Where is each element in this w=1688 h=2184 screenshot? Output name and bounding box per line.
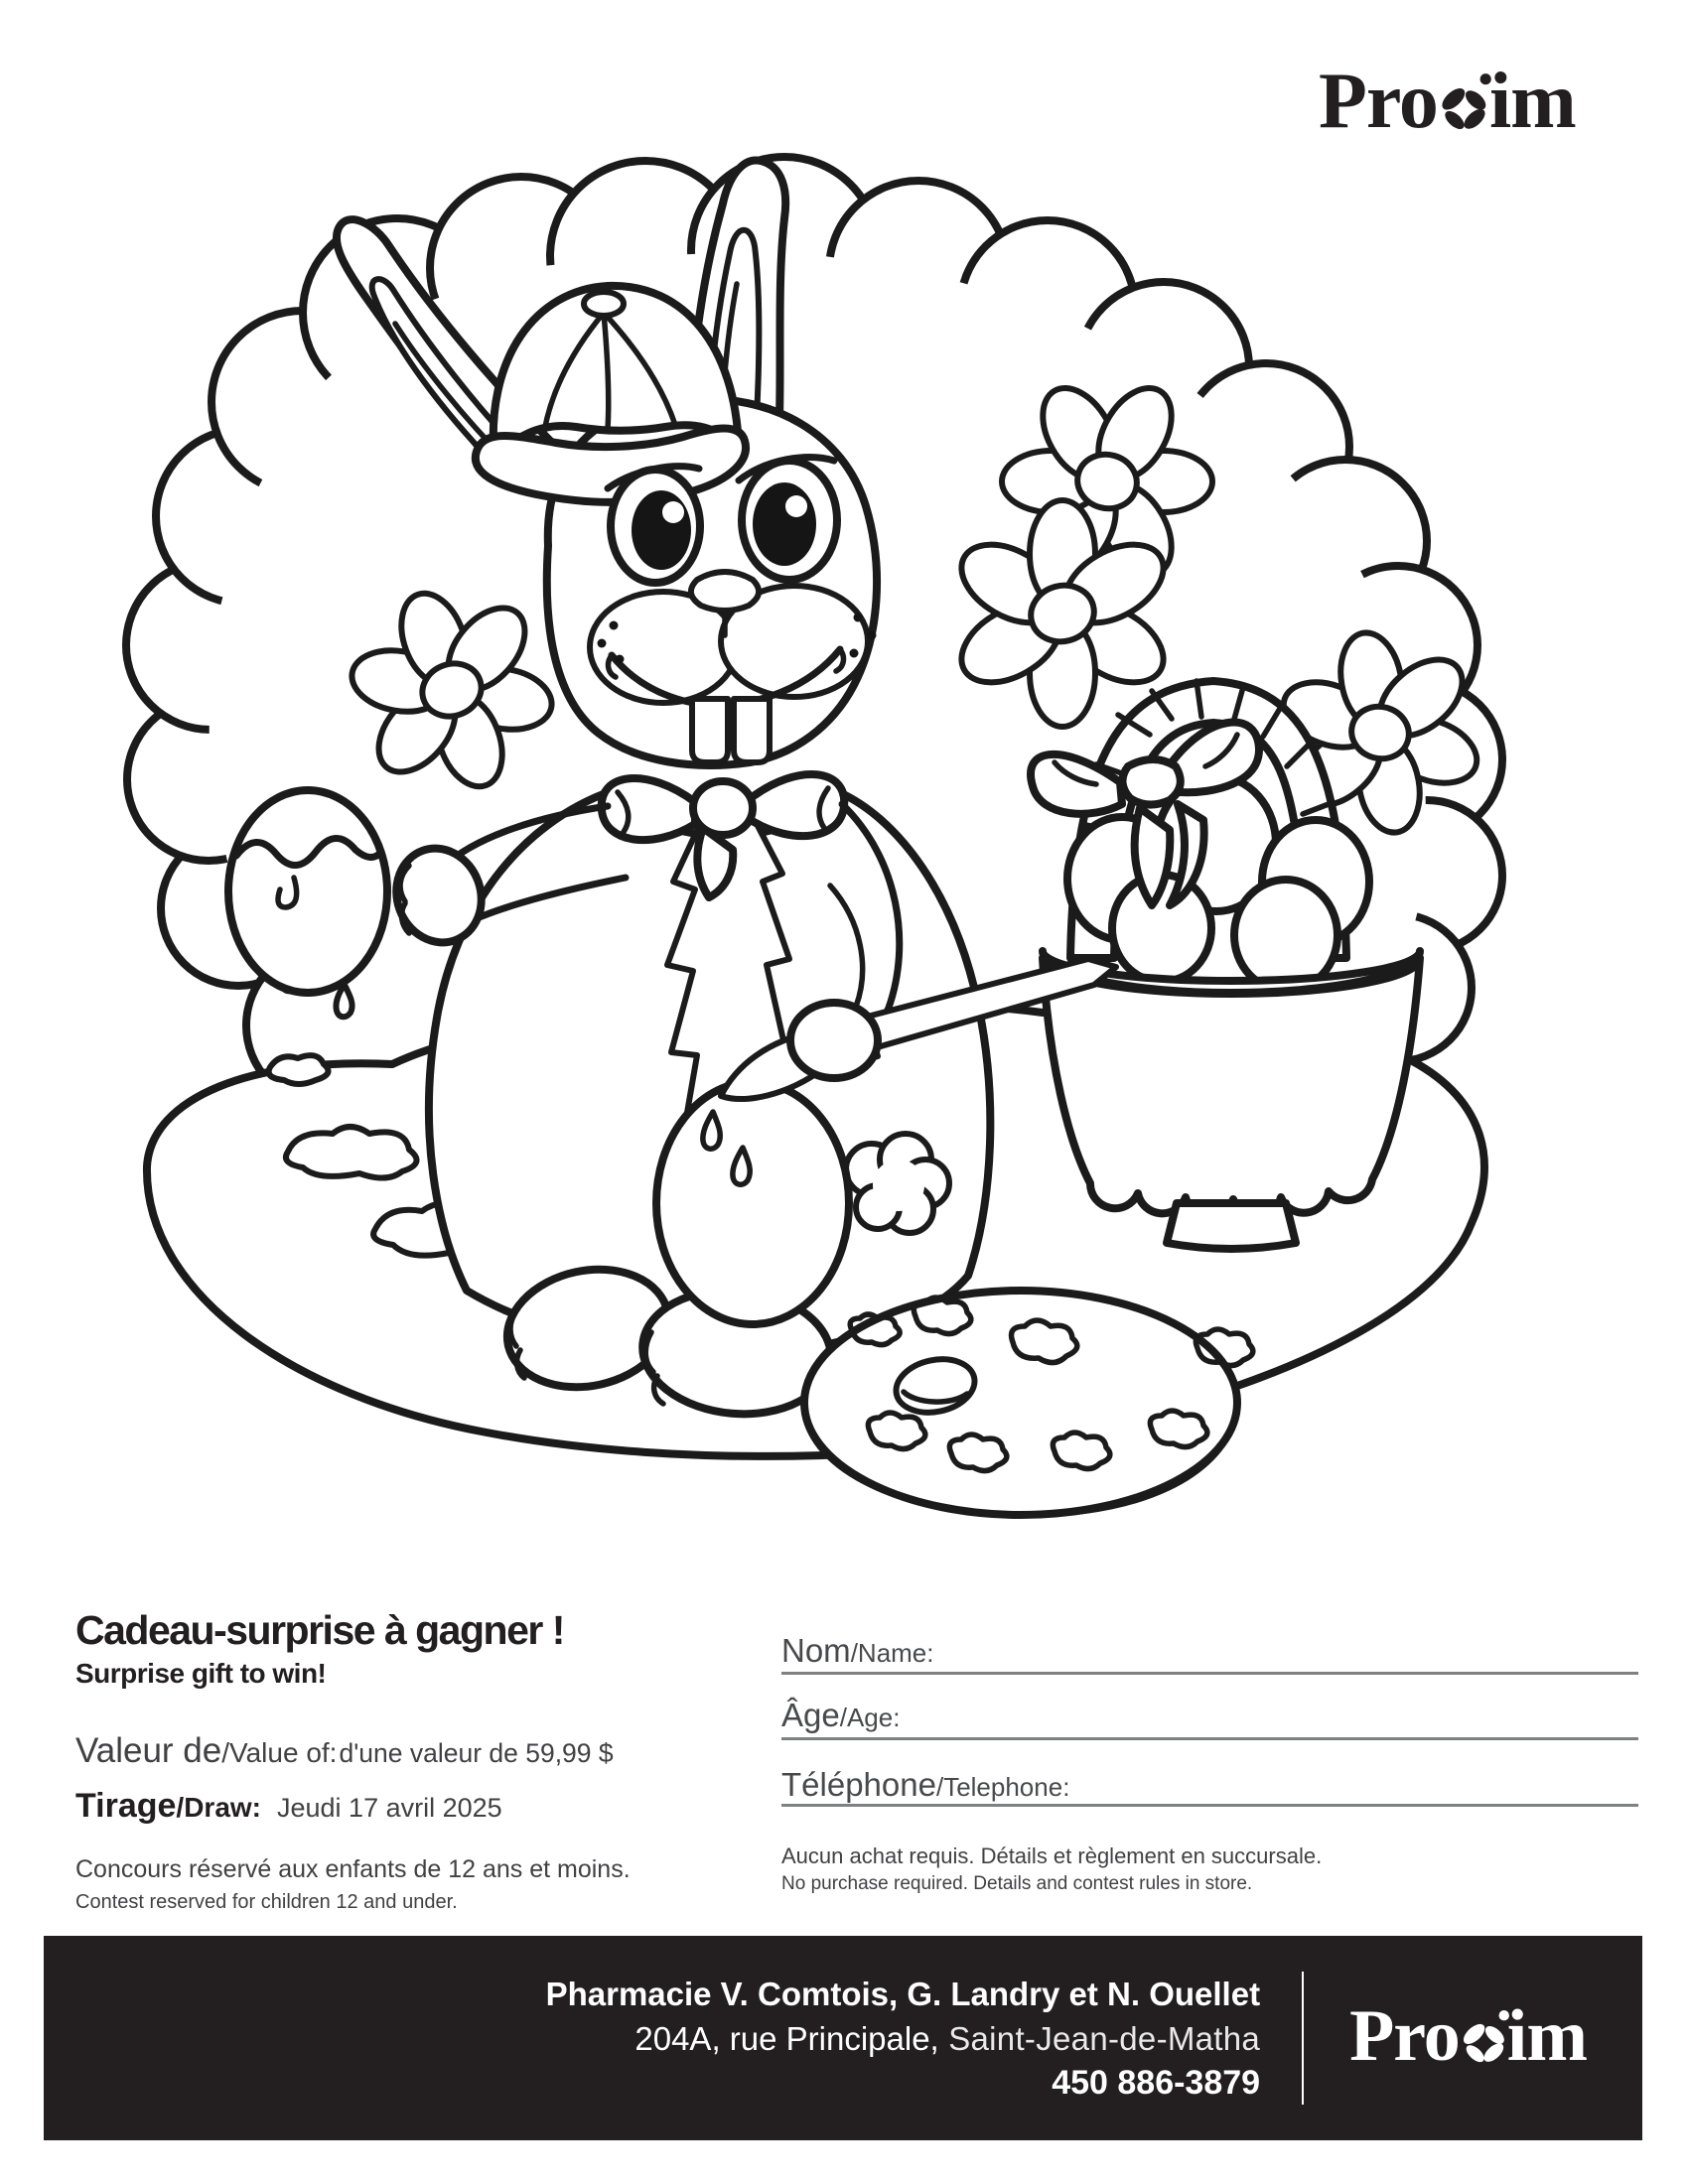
draw-label-en: /Draw: — [176, 1792, 261, 1824]
prize-value-line — [75, 1731, 751, 1771]
name-label-fr: Nom — [781, 1632, 851, 1669]
held-painted-egg — [228, 790, 387, 993]
contest-disclaimer — [781, 1843, 1322, 1896]
proxim-logo-footer — [1349, 1995, 1587, 2077]
basket-bowl — [1043, 958, 1420, 1216]
name-label-en: /Name: — [850, 1638, 934, 1668]
draw-date: Jeudi 17 avril 2025 — [277, 1793, 502, 1824]
footer-bar — [44, 1936, 1642, 2140]
contest-title-fr: Cadeau-surprise à gagner ! — [75, 1607, 564, 1653]
footer-divider — [1302, 1972, 1304, 2105]
proxim-logo-pre: Pro — [1349, 1995, 1460, 2077]
draw-date-line — [75, 1787, 751, 1826]
name-field-line[interactable] — [781, 1672, 1638, 1675]
name-field-label — [781, 1634, 934, 1667]
coloring-illustration — [0, 119, 1688, 1569]
telephone-label-en: /Telephone: — [935, 1772, 1070, 1802]
eligibility-fr: Concours réservé aux enfants de 12 ans et moins. — [75, 1855, 631, 1884]
proxim-petal-x-icon — [1459, 2009, 1510, 2063]
age-label-en: /Age: — [839, 1703, 901, 1732]
age-label-fr: Âge — [781, 1697, 840, 1733]
pharmacy-phone: 450 886-3879 — [1052, 2063, 1261, 2102]
age-field-label — [781, 1699, 900, 1731]
pharmacy-address — [546, 2016, 1261, 2061]
age-field-line[interactable] — [781, 1737, 1638, 1740]
large-egg — [656, 1082, 849, 1324]
pharmacy-info — [546, 1972, 1261, 2106]
disclaimer-en: No purchase required. Details and contest rules in store. — [781, 1872, 1253, 1894]
contest-title-en: Surprise gift to win! — [75, 1658, 327, 1690]
value-label-fr: Valeur de — [75, 1731, 222, 1771]
address-street: 204A, rue Principale, — [634, 2019, 939, 2057]
telephone-field-line[interactable] — [781, 1804, 1638, 1807]
pharmacy-name: Pharmacie V. Comtois, G. Landry et N. Ouellet — [545, 1975, 1261, 2012]
contest-promo — [75, 1608, 751, 1914]
draw-label-fr: Tirage — [75, 1787, 177, 1826]
telephone-label-fr: Téléphone — [781, 1766, 936, 1803]
value-label-en: /Value of: — [221, 1737, 338, 1769]
disclaimer-fr: Aucun achat requis. Détails et règlement en succursale. — [781, 1843, 1323, 1868]
proxim-logo-pre: Pro — [1319, 58, 1438, 145]
proxim-logo-post: im — [1488, 58, 1576, 145]
value-text: d'une valeur de 59,99 $ — [339, 1738, 614, 1769]
proxim-logo-post: im — [1506, 1995, 1587, 2077]
address-city: Saint-Jean-de-Matha — [938, 2019, 1261, 2057]
eligibility-en: Contest reserved for children 12 and under. — [75, 1891, 458, 1914]
telephone-field-label — [781, 1768, 1069, 1801]
